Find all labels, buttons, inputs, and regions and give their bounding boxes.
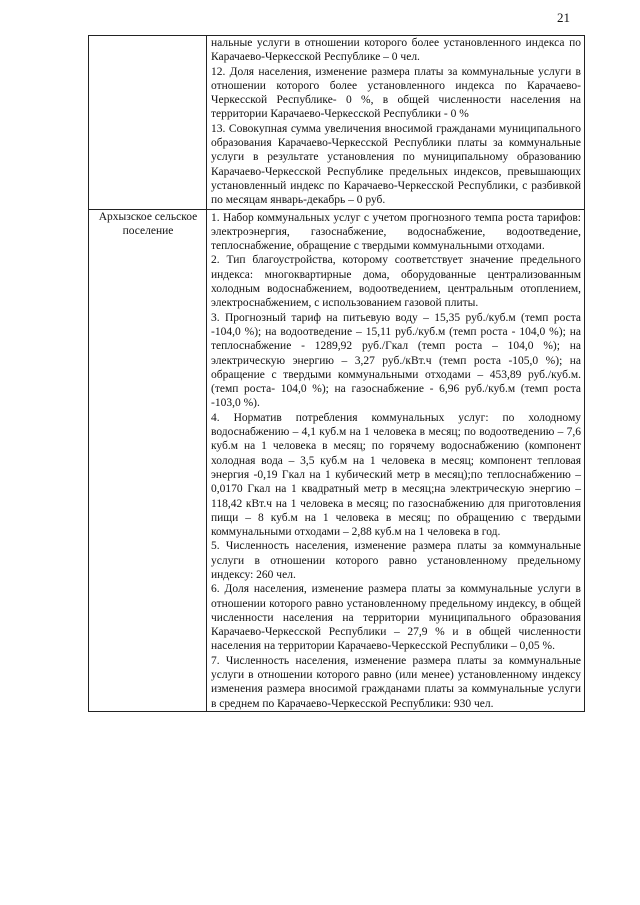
table-row xyxy=(89,209,585,711)
page-number: 21 xyxy=(557,10,570,25)
paragraph: нальные услуги в отношении которого более установленного индекса по Карачаево-Черкесской Республике – 0 чел. xyxy=(211,37,581,64)
table-row xyxy=(89,36,585,210)
indicators-cell xyxy=(207,36,585,210)
municipality-name-cell: Архызское сельское поселение xyxy=(89,209,207,711)
paragraph: 2. Тип благоустройства, которому соответствует значение предельного индекса: многоквартирные дома, оборудованные централизованным холодным водоснабжением, водоотведением, центральным отоплением, электроснабжением, с использованием газовой плиты. xyxy=(211,254,581,310)
paragraph: 7. Численность населения, изменение размера платы за коммунальные услуги в отношении которого равно (или менее) установленному индексу изменения размера вносимой гражданами платы за коммунальные услуги в среднем по Карачаево-Черкесской Республики: 930 чел. xyxy=(211,654,581,710)
paragraph: 4. Норматив потребления коммунальных услуг: по холодному водоснабжению – 4,1 куб.м на 1 человека в месяц; по водоотведению – 7,6 куб.м на 1 человека в месяц; по горячему водоснабжению (компонент холодная вода – 3,5 куб.м на 1 человека в месяц; компонент тепловая энергия -0,19 Гкал на 1 кубический метр в месяц);по теплоснабжению – 0,0170 Гкал на 1 квадратный метр в месяц;на электрическую энергию – 118,42 кВт.ч на 1 человека в месяц; по газоснабжению для приготовления пищи – 8 куб.м на 1 человека в месяц; по обращению с твердыми коммунальными отходами – 2,88 куб.м на 1 человека в год. xyxy=(211,411,581,539)
indicators-cell xyxy=(207,209,585,711)
municipality-name-cell xyxy=(89,36,207,210)
paragraph: 5. Численность населения, изменение размера платы за коммунальные услуги в отношении которого равно установленному предельному индексу: 260 чел. xyxy=(211,540,581,581)
document-table xyxy=(88,35,585,712)
paragraph: 1. Набор коммунальных услуг с учетом прогнозного темпа роста тарифов: электроэнергия, газоснабжение, водоснабжение, водоотведение, теплоснабжение, обращение с твердыми коммунальными отходами. xyxy=(211,211,581,253)
paragraph: 3. Прогнозный тариф на питьевую воду – 15,35 руб./куб.м (темп роста -104,0 %); на водоотведение – 15,11 руб./куб.м (темп роста - 104,0 %); на теплоснабжение - 1289,92 руб./Гкал (темп роста – 104,0 %); на электрическую энергию – 3,27 руб./кВт.ч (темп роста -105,0 %); на обращение с твердыми коммунальными отходами – 453,89 руб./куб.м. (темп роста- 104,0 %); на газоснабжение - 6,96 руб./куб.м (темп роста -103,0 %). xyxy=(211,311,581,410)
paragraph: 6. Доля населения, изменение размера платы за коммунальные услуги в отношении которого равно установленному предельному индексу, в общей численности населения на территории муниципального образования Карачаево-Черкесской Республики – 27,9 % и в общей численности населения на территории Карачаево-Черкесской Республики – 0,05 %. xyxy=(211,583,581,653)
paragraph: 13. Совокупная сумма увеличения вносимой гражданами муниципального образования Карачаево-Черкесской Республики платы за коммунальные услуги в результате установления по муниципальному образованию Карачаево-Черкесской Республике предельных индексов, превышающих установленный индекс по Карачаево-Черкесской Республики, с разбивкой по месяцам январь-декабрь – 0 руб. xyxy=(211,122,581,207)
paragraph: 12. Доля населения, изменение размера платы за коммунальные услуги в отношении которого более установленного индекса по Карачаево-Черкесской Республике- 0 %, в общей численности населения на территории Карачаево-Черкесской Республики - 0 % xyxy=(211,65,581,121)
